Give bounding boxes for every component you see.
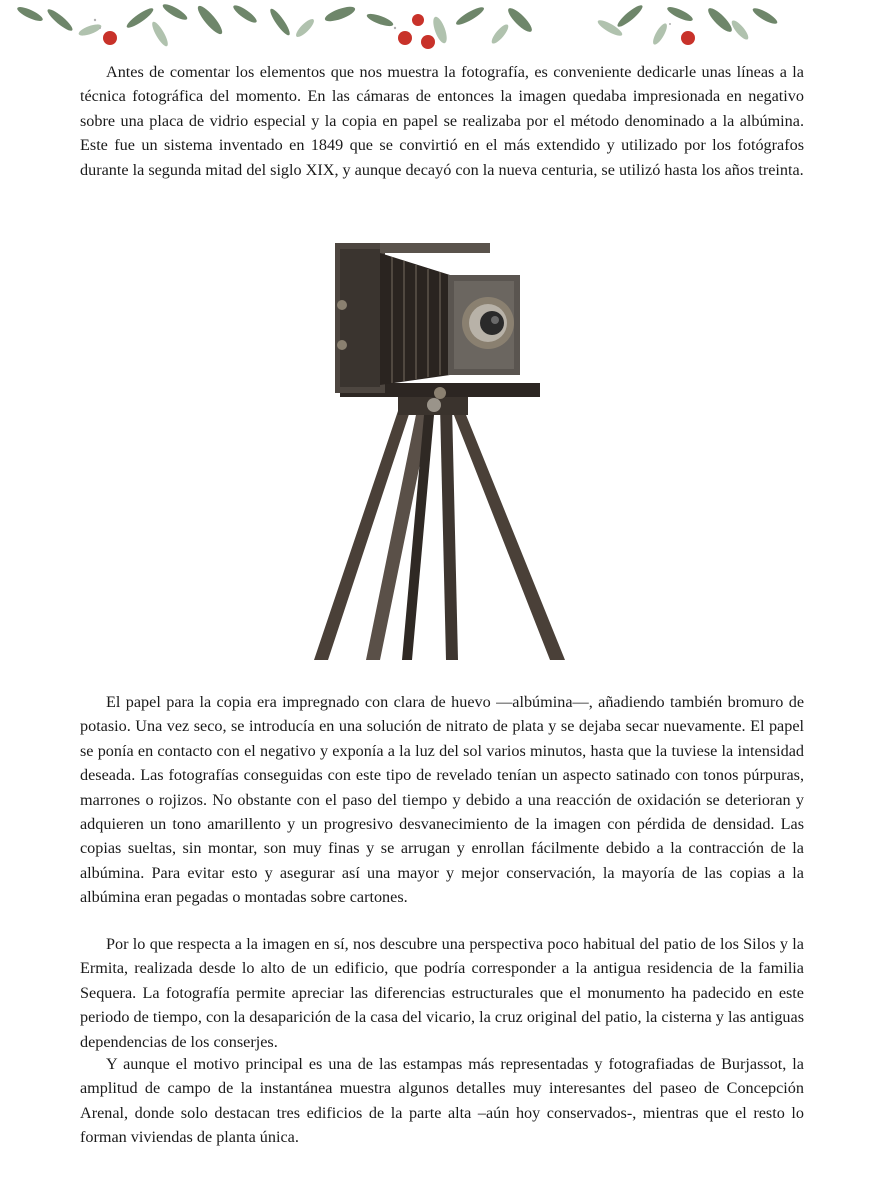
garland-decoration bbox=[0, 0, 869, 56]
paragraph-albumin-process: El papel para la copia era impregnado con clara de huevo —albúmina—, añadiendo también bromuro de potasio. Una vez seco, se introducía en una solución de nitrato de plata y se dejaba secar nuevamente. El papel se ponía en contacto con el negativo y exponía a la luz del sol varios minutos, hasta que la tuviese la intensidad deseada. Las fotografías conseguidas con este tipo de revelado tenían un aspecto satinado con tonos púrpuras, marrones o rojizos. No obstante con el paso del tiempo y debido a una reacción de oxidación se deterioran y adquieren un tono amarillento y un progresivo desvanecimiento de la imagen con pérdida de densidad. Las copias sueltas, sin montar, son muy finas y se arrugan y enrollan fácilmente debido a la contracción de la albúmina. Para evitar esto y asegurar así una mayor y mejor conservación, la mayoría de las copias a la albúmina eran pegadas o montadas sobre cartones. bbox=[80, 693, 804, 907]
paragraph-field-details: Y aunque el motivo principal es una de las estampas más representadas y fotografiadas de Burjassot, la amplitud de campo de la instantánea muestra algunos detalles muy interesantes del paseo de Concepción Arenal, donde solo destacan tres edificios de la parte alta –aún hoy conservados-, mientras que el resto lo forman viviendas de planta única. bbox=[80, 1055, 804, 1147]
paragraph-intro: Antes de comentar los elementos que nos muestra la fotografía, es conveniente dedicarle unas líneas a la técnica fotográfica del momento. En las cámaras de entonces la imagen quedaba impresionada en negativo sobre una placa de vidrio especial y la copia en papel se realizaba por el método denominado a la albúmina. Este fue un sistema inventado en 1849 que se convirtió en el más extendido y utilizado por los fotógrafos durante la segunda mitad del siglo XIX, y aunque decayó con la nueva centuria, se utilizó hasta los años treinta. bbox=[80, 63, 804, 179]
vintage-camera-tripod-photo bbox=[300, 225, 570, 665]
paragraph-image-perspective: Por lo que respecta a la imagen en sí, nos descubre una perspectiva poco habitual del patio de los Silos y la Ermita, realizada desde lo alto de un edificio, que podría corresponder a la antigua residencia de la familia Sequera. La fotografía permite apreciar las diferencias estructurales que el monumento ha padecido en este periodo de tiempo, con la desaparición de la casa del vicario, la cruz original del patio, la cisterna y las antiguas dependencias de los conserjes. bbox=[80, 935, 804, 1051]
